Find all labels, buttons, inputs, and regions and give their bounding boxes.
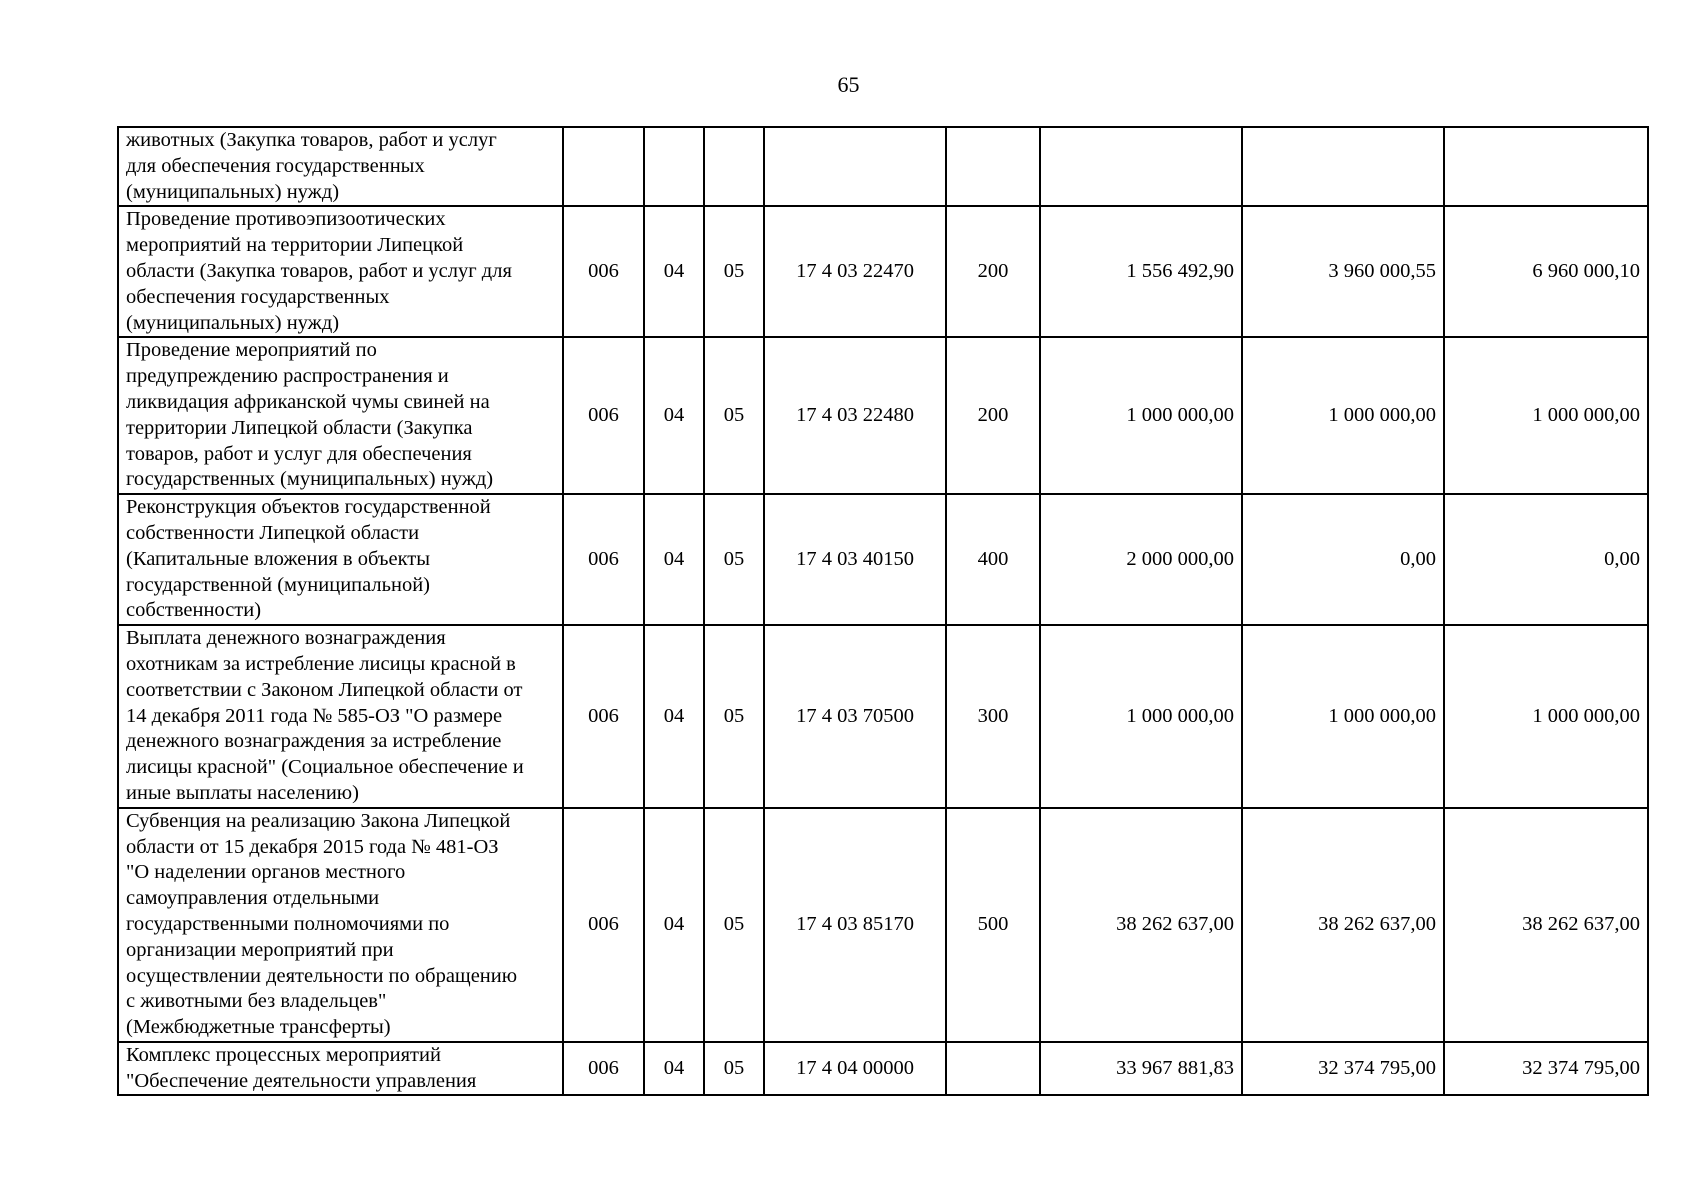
subsection-code: 05 bbox=[704, 206, 764, 337]
amount-year-3: 38 262 637,00 bbox=[1444, 808, 1648, 1042]
dept-code: 006 bbox=[563, 808, 644, 1042]
page-number: 65 bbox=[837, 72, 860, 97]
amount-year-2: 32 374 795,00 bbox=[1242, 1042, 1444, 1096]
expense-type-code: 200 bbox=[946, 337, 1040, 494]
target-article-code bbox=[764, 127, 946, 206]
amount-year-2: 0,00 bbox=[1242, 494, 1444, 625]
table-row bbox=[118, 1042, 1648, 1096]
expense-type-code bbox=[946, 1042, 1040, 1096]
row-description: Проведение мероприятий по предупреждению распространения и ликвидация африканской чумы свиней на территории Липецкой области (Закупка товаров, работ и услуг для обеспечения государственных (муниципальных) нужд) bbox=[118, 337, 563, 494]
section-code: 04 bbox=[644, 494, 704, 625]
section-code bbox=[644, 127, 704, 206]
table-row bbox=[118, 206, 1648, 337]
amount-year-1: 33 967 881,83 bbox=[1040, 1042, 1242, 1096]
row-description: Проведение противоэпизоотических мероприятий на территории Липецкой области (Закупка товаров, работ и услуг для обеспечения государственных (муниципальных) нужд) bbox=[118, 206, 563, 337]
dept-code: 006 bbox=[563, 206, 644, 337]
target-article-code: 17 4 03 70500 bbox=[764, 625, 946, 808]
dept-code: 006 bbox=[563, 1042, 644, 1096]
expense-type-code: 300 bbox=[946, 625, 1040, 808]
expense-type-code: 400 bbox=[946, 494, 1040, 625]
target-article-code: 17 4 03 85170 bbox=[764, 808, 946, 1042]
expense-type-code: 200 bbox=[946, 206, 1040, 337]
table-row bbox=[118, 127, 1648, 206]
amount-year-3: 1 000 000,00 bbox=[1444, 337, 1648, 494]
expense-type-code bbox=[946, 127, 1040, 206]
dept-code: 006 bbox=[563, 625, 644, 808]
dept-code bbox=[563, 127, 644, 206]
expense-type-code: 500 bbox=[946, 808, 1040, 1042]
section-code: 04 bbox=[644, 206, 704, 337]
target-article-code: 17 4 03 22470 bbox=[764, 206, 946, 337]
amount-year-1: 1 556 492,90 bbox=[1040, 206, 1242, 337]
amount-year-2: 1 000 000,00 bbox=[1242, 337, 1444, 494]
amount-year-2: 38 262 637,00 bbox=[1242, 808, 1444, 1042]
target-article-code: 17 4 03 40150 bbox=[764, 494, 946, 625]
subsection-code: 05 bbox=[704, 1042, 764, 1096]
table-row bbox=[118, 337, 1648, 494]
row-description: Комплекс процессных мероприятий "Обеспечение деятельности управления bbox=[118, 1042, 563, 1096]
row-description: Субвенция на реализацию Закона Липецкой области от 15 декабря 2015 года № 481-ОЗ "О наделении органов местного самоуправления отдельными государственными полномочиями по организации мероприятий при осуществлении деятельности по обращению с животными без владельцев" (Межбюджетные трансферты) bbox=[118, 808, 563, 1042]
amount-year-3: 32 374 795,00 bbox=[1444, 1042, 1648, 1096]
dept-code: 006 bbox=[563, 494, 644, 625]
target-article-code: 17 4 03 22480 bbox=[764, 337, 946, 494]
amount-year-2: 3 960 000,55 bbox=[1242, 206, 1444, 337]
amount-year-3: 6 960 000,10 bbox=[1444, 206, 1648, 337]
dept-code: 006 bbox=[563, 337, 644, 494]
amount-year-1: 1 000 000,00 bbox=[1040, 337, 1242, 494]
subsection-code: 05 bbox=[704, 494, 764, 625]
subsection-code bbox=[704, 127, 764, 206]
row-description: животных (Закупка товаров, работ и услуг для обеспечения государственных (муниципальных) нужд) bbox=[118, 127, 563, 206]
subsection-code: 05 bbox=[704, 337, 764, 494]
amount-year-3: 1 000 000,00 bbox=[1444, 625, 1648, 808]
section-code: 04 bbox=[644, 1042, 704, 1096]
table-row bbox=[118, 808, 1648, 1042]
table-row bbox=[118, 494, 1648, 625]
section-code: 04 bbox=[644, 808, 704, 1042]
amount-year-1: 2 000 000,00 bbox=[1040, 494, 1242, 625]
amount-year-2 bbox=[1242, 127, 1444, 206]
amount-year-3 bbox=[1444, 127, 1648, 206]
amount-year-3: 0,00 bbox=[1444, 494, 1648, 625]
section-code: 04 bbox=[644, 625, 704, 808]
table-row bbox=[118, 625, 1648, 808]
subsection-code: 05 bbox=[704, 625, 764, 808]
subsection-code: 05 bbox=[704, 808, 764, 1042]
amount-year-2: 1 000 000,00 bbox=[1242, 625, 1444, 808]
amount-year-1: 38 262 637,00 bbox=[1040, 808, 1242, 1042]
section-code: 04 bbox=[644, 337, 704, 494]
amount-year-1 bbox=[1040, 127, 1242, 206]
amount-year-1: 1 000 000,00 bbox=[1040, 625, 1242, 808]
target-article-code: 17 4 04 00000 bbox=[764, 1042, 946, 1096]
row-description: Выплата денежного вознаграждения охотникам за истребление лисицы красной в соответствии с Законом Липецкой области от 14 декабря 2011 года № 585-ОЗ "О размере денежного вознаграждения за истребление лисицы красной" (Социальное обеспечение и иные выплаты населению) bbox=[118, 625, 563, 808]
budget-table bbox=[117, 126, 1649, 1096]
row-description: Реконструкция объектов государственной собственности Липецкой области (Капитальные вложения в объекты государственной (муниципальной) собственности) bbox=[118, 494, 563, 625]
